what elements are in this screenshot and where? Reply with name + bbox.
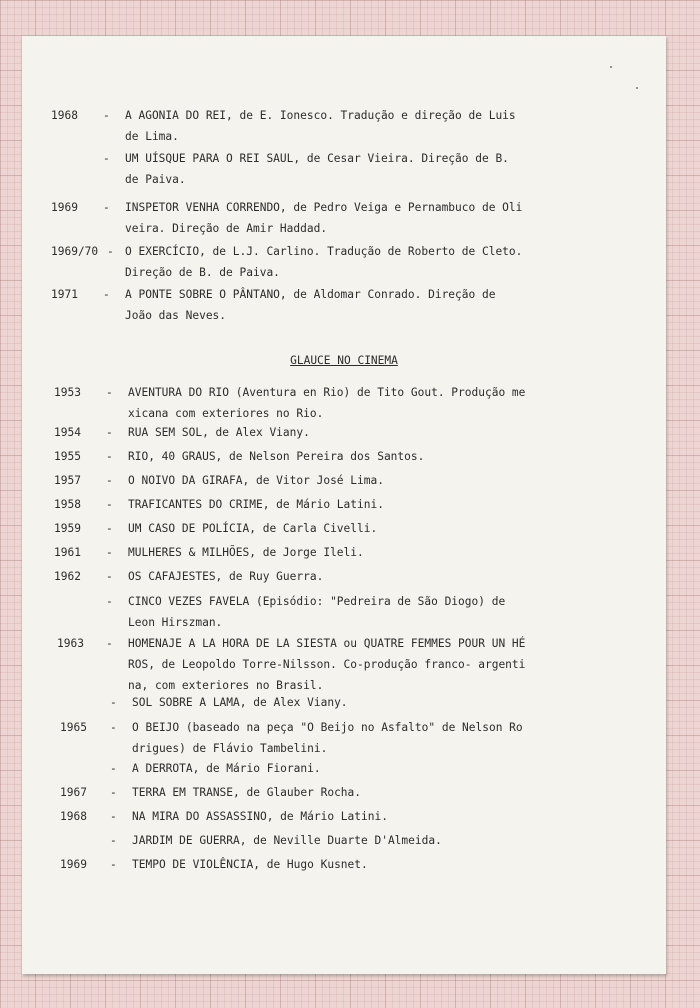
entry-year: 1963 xyxy=(57,637,84,650)
entry-year: 1968 xyxy=(51,109,78,122)
entry-dash: - xyxy=(106,386,113,399)
entry-line: A AGONIA DO REI, de E. Ionesco. Tradução e direção de Luis xyxy=(125,109,516,122)
entry-line: Direção de B. de Paiva. xyxy=(125,266,280,279)
entry-dash: - xyxy=(110,834,117,847)
entry-line: SOL SOBRE A LAMA, de Alex Viany. xyxy=(132,696,348,709)
entry-year: 1968 xyxy=(60,810,87,823)
entry-text xyxy=(128,566,323,587)
entry-dash: - xyxy=(107,245,114,258)
entry-dash: - xyxy=(110,786,117,799)
entry-text xyxy=(132,830,442,851)
entry-dash: - xyxy=(110,858,117,871)
entry-line: na, com exteriores no Brasil. xyxy=(128,679,324,692)
entry-dash: - xyxy=(106,426,113,439)
entry-year: 1967 xyxy=(60,786,87,799)
entry-text xyxy=(132,717,523,759)
entry-line: de Lima. xyxy=(125,130,179,143)
entry-dash: - xyxy=(106,522,113,535)
entry-text xyxy=(125,241,522,283)
entry-line: Leon Hirszman. xyxy=(128,616,223,629)
entry-dash: - xyxy=(110,810,117,823)
entry-year: 1969 xyxy=(51,201,78,214)
entry-dash: - xyxy=(106,474,113,487)
entry-year: 1955 xyxy=(54,450,81,463)
entry-dash: - xyxy=(106,595,113,608)
entry-year: 1957 xyxy=(54,474,81,487)
entry-line: A PONTE SOBRE O PÂNTANO, de Aldomar Conrado. Direção de xyxy=(125,288,496,301)
document-page xyxy=(22,36,666,974)
entry-line: O NOIVO DA GIRAFA, de Vitor José Lima. xyxy=(128,474,384,487)
entry-line: NA MIRA DO ASSASSINO, de Mário Latini. xyxy=(132,810,388,823)
entry-line: O BEIJO (baseado na peça "O Beijo no Asfalto" de Nelson Ro xyxy=(132,721,523,734)
entry-year: 1962 xyxy=(54,570,81,583)
paper-speck xyxy=(636,87,638,89)
entry-dash: - xyxy=(106,637,113,650)
entry-text xyxy=(132,692,348,713)
entry-text xyxy=(128,542,364,563)
entry-line: TERRA EM TRANSE, de Glauber Rocha. xyxy=(132,786,362,799)
entry-year: 1958 xyxy=(54,498,81,511)
entry-year: 1961 xyxy=(54,546,81,559)
entry-line: UM CASO DE POLÍCIA, de Carla Civelli. xyxy=(128,522,378,535)
entry-line: TEMPO DE VIOLÊNCIA, de Hugo Kusnet. xyxy=(132,858,368,871)
entry-line: OS CAFAJESTES, de Ruy Guerra. xyxy=(128,570,324,583)
entry-dash: - xyxy=(106,570,113,583)
entry-line: de Paiva. xyxy=(125,173,186,186)
entry-text xyxy=(128,494,384,515)
entry-year: 1971 xyxy=(51,288,78,301)
entry-line: HOMENAJE A LA HORA DE LA SIESTA ou QUATRE FEMMES POUR UN HÉ xyxy=(128,637,526,650)
entry-year: 1959 xyxy=(54,522,81,535)
entry-line: RIO, 40 GRAUS, de Nelson Pereira dos Santos. xyxy=(128,450,425,463)
entry-line: RUA SEM SOL, de Alex Viany. xyxy=(128,426,310,439)
entry-year: 1965 xyxy=(60,721,87,734)
entry-year: 1969 xyxy=(60,858,87,871)
entry-year: 1969/70 xyxy=(51,245,99,258)
entry-dash: - xyxy=(106,546,113,559)
entry-text xyxy=(132,782,361,803)
entry-text xyxy=(125,197,522,239)
entry-line: A DERROTA, de Mário Fiorani. xyxy=(132,762,321,775)
entry-text xyxy=(132,806,388,827)
entry-year: 1953 xyxy=(54,386,81,399)
entry-dash: - xyxy=(103,288,110,301)
entry-line: JARDIM DE GUERRA, de Neville Duarte D'Almeida. xyxy=(132,834,442,847)
entry-dash: - xyxy=(103,201,110,214)
cinema-heading: GLAUCE NO CINEMA xyxy=(290,354,398,367)
entry-text xyxy=(132,758,321,779)
entry-dash: - xyxy=(103,109,110,122)
entry-text xyxy=(128,470,384,491)
entry-line: drigues) de Flávio Tambelini. xyxy=(132,742,328,755)
entry-line: João das Neves. xyxy=(125,309,227,322)
entry-dash: - xyxy=(103,152,110,165)
entry-text xyxy=(132,854,368,875)
entry-text xyxy=(125,105,516,147)
entry-line: O EXERCÍCIO, de L.J. Carlino. Tradução de Roberto de Cleto. xyxy=(125,245,523,258)
entry-line: MULHERES & MILHÕES, de Jorge Ileli. xyxy=(128,546,364,559)
entry-line: AVENTURA DO RIO (Aventura en Rio) de Tito Gout. Produção me xyxy=(128,386,526,399)
entry-line: xicana com exteriores no Rio. xyxy=(128,407,324,420)
entry-year: 1954 xyxy=(54,426,81,439)
entry-line: veira. Direção de Amir Haddad. xyxy=(125,222,328,235)
entry-dash: - xyxy=(106,498,113,511)
entry-text xyxy=(128,382,525,424)
entry-text xyxy=(125,284,495,326)
entry-line: INSPETOR VENHA CORRENDO, de Pedro Veiga e Pernambuco de Oli xyxy=(125,201,523,214)
entry-line: ROS, de Leopoldo Torre-Nilsson. Co-produção franco- argenti xyxy=(128,658,526,671)
entry-text xyxy=(128,446,424,467)
entry-dash: - xyxy=(110,762,117,775)
entry-text xyxy=(128,422,310,443)
entry-text xyxy=(125,148,509,190)
entry-dash: - xyxy=(110,721,117,734)
entry-line: CINCO VEZES FAVELA (Episódio: "Pedreira de São Diogo) de xyxy=(128,595,506,608)
entry-line: UM UÍSQUE PARA O REI SAUL, de Cesar Vieira. Direção de B. xyxy=(125,152,509,165)
entry-dash: - xyxy=(106,450,113,463)
entry-text xyxy=(128,591,505,633)
entry-text xyxy=(128,518,377,539)
paper-speck xyxy=(610,66,612,68)
entry-dash: - xyxy=(110,696,117,709)
entry-line: TRAFICANTES DO CRIME, de Mário Latini. xyxy=(128,498,384,511)
entry-text xyxy=(128,633,525,696)
